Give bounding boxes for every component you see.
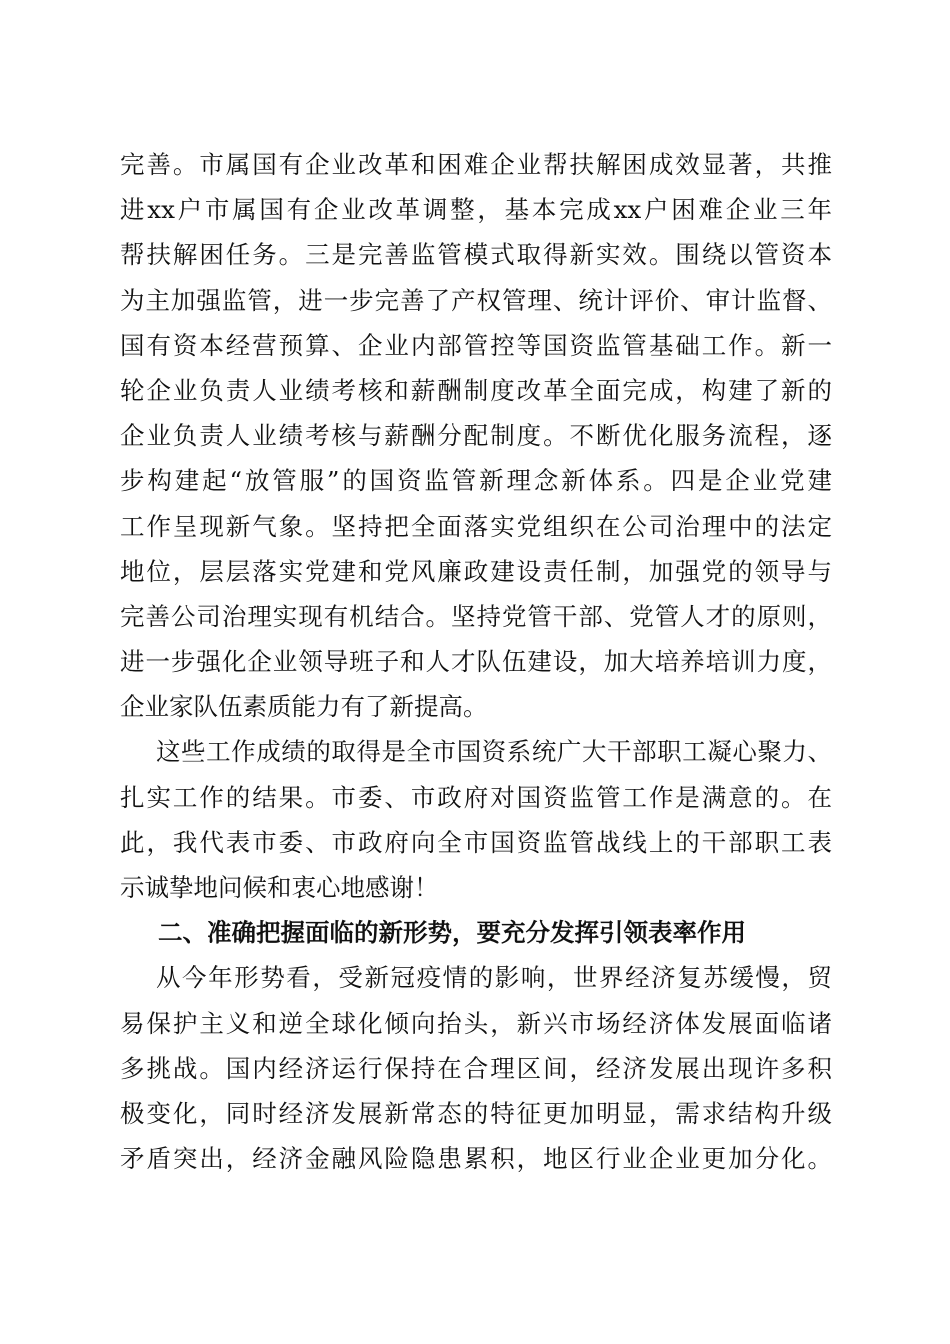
text-line: 极变化，同时经济发展新常态的特征更加明显，需求结构升级: [120, 1098, 832, 1128]
text-line: 地位，层层落实党建和党风廉政建设责任制，加强党的领导与: [120, 556, 832, 586]
text-line: 工作呈现新气象。坚持把全面落实党组织在公司治理中的法定: [120, 511, 832, 541]
paragraph-first-line: 这些工作成绩的取得是全市国资系统广大干部职工凝心聚力、: [156, 737, 832, 767]
document-body: [120, 142, 832, 1181]
text-line: 扎实工作的结果。市委、市政府对国资监管工作是满意的。在: [120, 782, 832, 812]
text-line: 示诚挚地问候和衷心地感谢！: [120, 873, 439, 902]
text-line: 为主加强监管，进一步完善了产权管理、统计评价、审计监督、: [120, 285, 832, 315]
text-line: 步构建起“放管服”的国资监管新理念新体系。四是企业党建: [120, 466, 832, 496]
text-line: 轮企业负责人业绩考核和薪酬制度改革全面完成，构建了新的: [120, 375, 832, 405]
text-line: 企业负责人业绩考核与薪酬分配制度。不断优化服务流程，逐: [120, 421, 832, 451]
text-line: 此，我代表市委、市政府向全市国资监管战线上的干部职工表: [120, 827, 832, 857]
text-line: 完善。市属国有企业改革和困难企业帮扶解困成效显著，共推: [120, 150, 832, 179]
text-line: 易保护主义和逆全球化倾向抬头，新兴市场经济体发展面临诸: [120, 1008, 832, 1038]
section-heading: 二、准确把握面临的新形势，要充分发挥引领表率作用: [158, 918, 746, 948]
text-line: 完善公司治理实现有机结合。坚持党管干部、党管人才的原则，: [120, 601, 832, 631]
text-line: 企业家队伍素质能力有了新提高。: [120, 692, 488, 722]
text-line: 矛盾突出，经济金融风险隐患累积，地区行业企业更加分化。: [120, 1144, 832, 1174]
text-line: 多挑战。国内经济运行保持在合理区间，经济发展出现许多积: [120, 1053, 832, 1083]
text-line: 进xx户市属国有企业改革调整，基本完成xx户困难企业三年: [120, 195, 832, 225]
text-line: 国有资本经营预算、企业内部管控等国资监管基础工作。新一: [120, 330, 832, 360]
text-line: 帮扶解困任务。三是完善监管模式取得新实效。围绕以管资本: [120, 240, 832, 270]
paragraph-first-line: 从今年形势看，受新冠疫情的影响，世界经济复苏缓慢，贸: [156, 963, 832, 993]
text-line: 进一步强化企业领导班子和人才队伍建设，加大培养培训力度，: [120, 647, 832, 677]
